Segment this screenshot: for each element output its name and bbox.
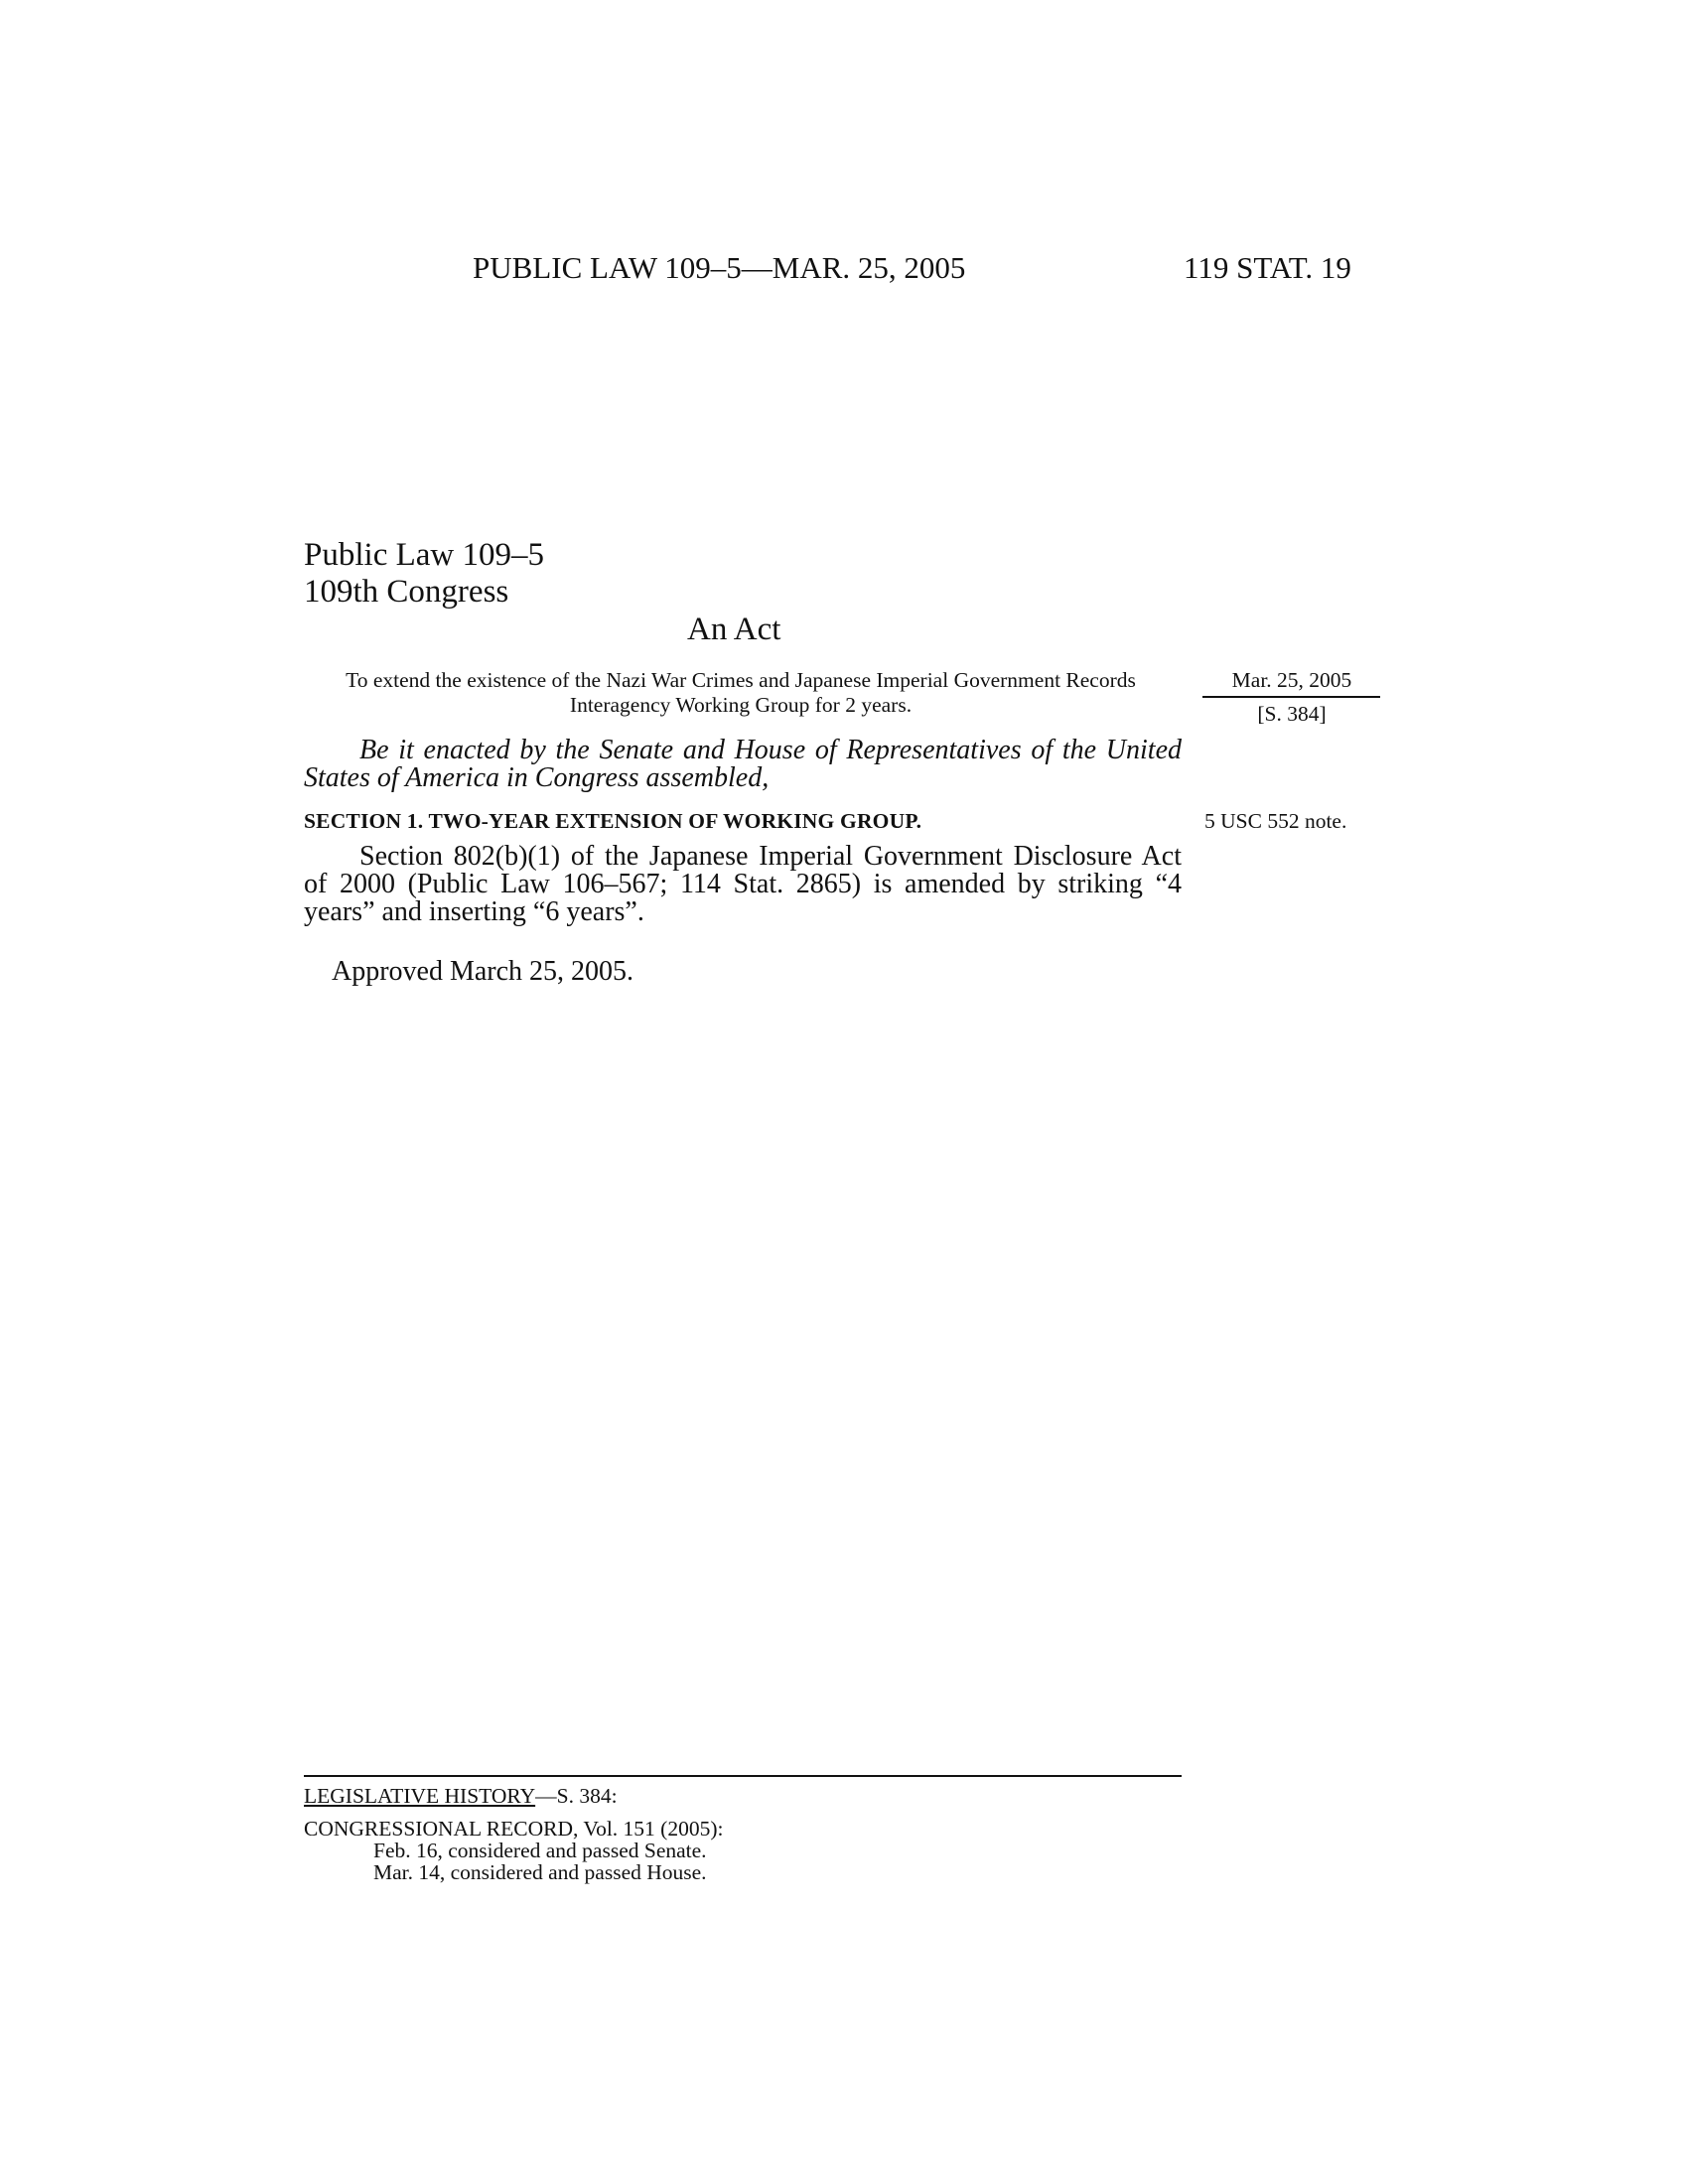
act-title: An Act [687,612,781,647]
congressional-record: CONGRESSIONAL RECORD, Vol. 151 (2005): [304,1817,724,1841]
running-head: PUBLIC LAW 109–5—MAR. 25, 2005 [473,250,966,285]
enacting-clause: Be it enacted by the Senate and House of Representatives of the United States of America in Congress assembled, [304,735,1182,793]
legislative-history-bill: —S. 384: [535,1784,618,1808]
act-purpose: To extend the existence of the Nazi War Crimes and Japanese Imperial Government Records Interagency Working Group for 2 years. [346,668,1136,717]
section-text: Section 802(b)(1) of the Japanese Imperial Government Disclosure Act of 2000 (Public Law 106–567; 114 Stat. 2865) is amended by striking “4 years” and inserting “6 years”. [304,841,1182,927]
approval-date: Approved March 25, 2005. [332,956,634,987]
legislative-history-heading [304,1784,618,1809]
footnote-divider [304,1775,1182,1777]
margin-date: Mar. 25, 2005 [1231,668,1352,692]
margin-bill-number: [S. 384] [1257,702,1327,726]
public-law-number: Public Law 109–5 [304,537,544,573]
stat-page-number: 119 STAT. 19 [1184,250,1351,285]
margin-usc-note: 5 USC 552 note. [1204,809,1347,833]
margin-divider [1202,696,1380,698]
history-entry: Mar. 14, considered and passed House. [373,1860,707,1884]
congress-number: 109th Congress [304,574,509,610]
history-entry: Feb. 16, considered and passed Senate. [373,1839,707,1862]
section-heading: SECTION 1. TWO-YEAR EXTENSION OF WORKING GROUP. [304,809,922,833]
legislative-history-label: LEGISLATIVE HISTORY [304,1784,536,1808]
